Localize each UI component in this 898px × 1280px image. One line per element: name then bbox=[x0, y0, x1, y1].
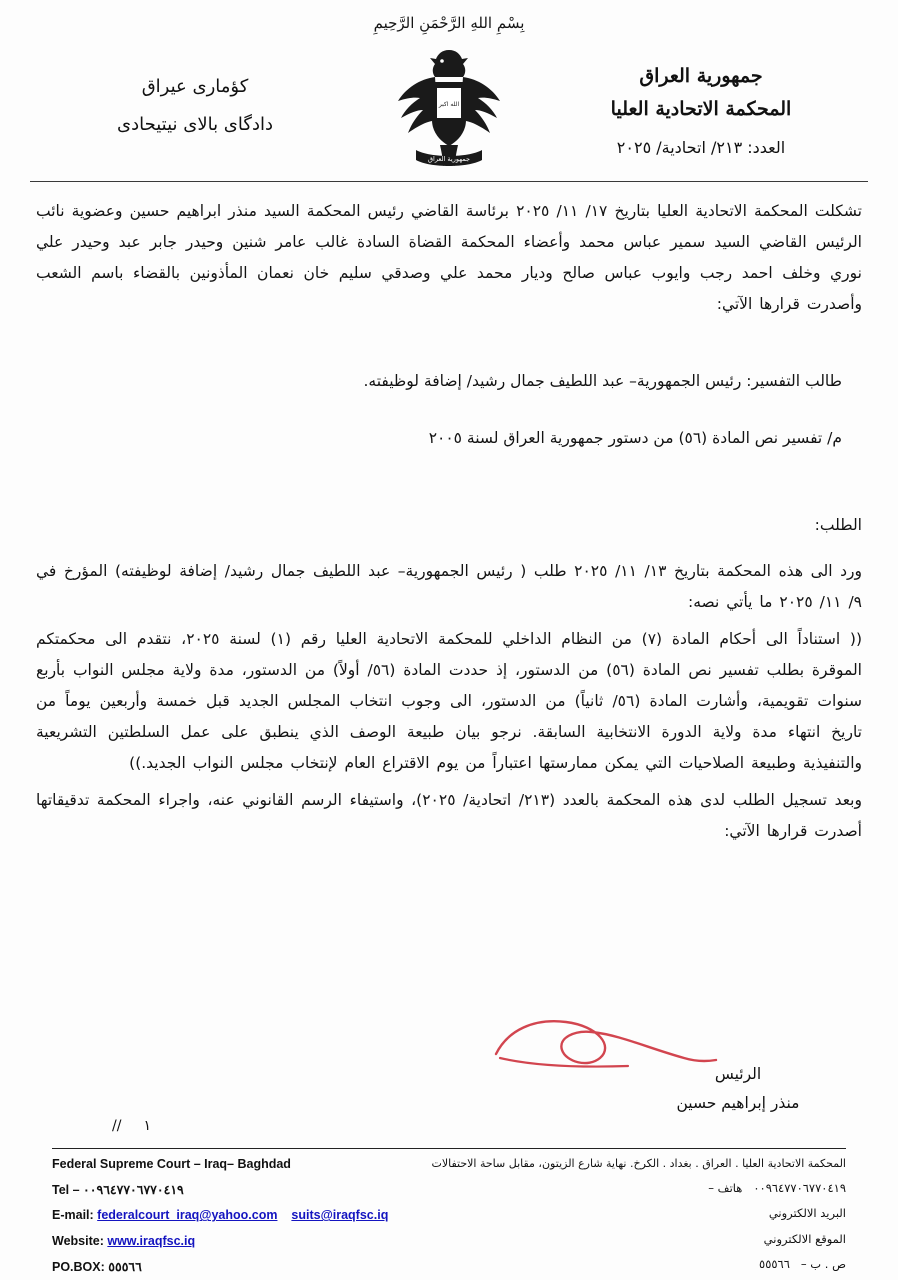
footer-website-link[interactable]: www.iraqfsc.iq bbox=[107, 1233, 196, 1248]
court-name-arabic: المحكمة الاتحادية العليا bbox=[610, 98, 792, 121]
footer-email-1[interactable]: federalcourt_iraq@yahoo.com bbox=[97, 1208, 278, 1223]
footer-email-2[interactable]: suits@iraqfsc.iq bbox=[291, 1208, 389, 1223]
emblem-caption: جمهورية العراق bbox=[428, 155, 470, 163]
footer-pobox-label-en: PO.BOX: bbox=[52, 1259, 105, 1274]
basmala-text: بِسْمِ اللهِ الرَّحْمَنِ الرَّحِيمِ bbox=[373, 14, 525, 32]
case-number: العدد: ٢١٣/ اتحادية/ ٢٠٢٥ bbox=[616, 137, 786, 157]
request-quote-paragraph: (( استناداً الى أحكام المادة (٧) من النظام الداخلي للمحكمة الاتحادية العليا رقم (١) لسنة ٢٠٢٥، نتقدم الى محكمتكم الموقرة بطلب تفسير نص المادة (٥٦) من الدستور، إذ حددت المادة (٥٦/ أولاً) من الدستور، مدة ولاية مجلس النواب بأربع سنوات تقويمية، وأشارت المادة (٥٦/ ثانياً) من الدستور، الى وجوب انتخاب المجلس الجديد قبل خمسة وأربعين يوماً من تاريخ انتهاء مدة ولاية الدورة الانتخابية السابقة. نرجو بيان طبيعة الوصف الذي ينطبق على عمل السلطتين التشريعية والتنفيذية وطبيعة الصلاحيات التي يمكن ممارستها اعتباراً من يوم الاقتراع العام لإنتخاب مجلس النواب الجديد.)) bbox=[36, 630, 862, 772]
footer-website-label-ar: الموقع الالكتروني bbox=[763, 1231, 846, 1246]
footer-tel-label-en: Tel – bbox=[52, 1182, 80, 1197]
header-arabic-block bbox=[556, 60, 846, 162]
page-number: ١ bbox=[143, 1118, 151, 1134]
signature-title: الرئيس bbox=[714, 1065, 762, 1083]
request-intro-paragraph: ورد الى هذه المحكمة بتاريخ ١٣/ ١١/ ٢٠٢٥ طلب ( رئيس الجمهورية– عبد اللطيف جمال رشيد/ إضافة لوظيفته) المؤرخ في ٩/ ١١/ ٢٠٢٥ ما يأتي نصه: bbox=[36, 562, 863, 611]
footer-arabic bbox=[431, 1152, 846, 1277]
applicant-line: طالب التفسير: رئيس الجمهورية– عبد اللطيف جمال رشيد/ إضافة لوظيفته. bbox=[363, 372, 842, 390]
country-name-kurdish: كؤمارى عيراق bbox=[141, 76, 249, 97]
signature-name: منذر إبراهيم حسين bbox=[676, 1094, 800, 1113]
page-slashes: // bbox=[112, 1118, 122, 1134]
request-label: الطلب: bbox=[814, 515, 862, 534]
header-divider bbox=[30, 181, 868, 182]
footer-divider bbox=[52, 1148, 846, 1149]
footer-address-ar: المحكمة الاتحادية العليا . العراق . بغداد . الكرخ. نهاية شارع الزيتون، مقابل ساحة الاحتفالات bbox=[431, 1157, 846, 1170]
court-name-kurdish: دادگای بالای نیتیحادی bbox=[117, 113, 273, 135]
footer-pobox-value-en: ٥٥٥٦٦ bbox=[108, 1259, 142, 1274]
footer-pobox-value-ar: ٥٥٥٦٦ bbox=[759, 1257, 790, 1272]
document-footer bbox=[52, 1152, 846, 1272]
svg-text:الله اكبر: الله اكبر bbox=[438, 101, 460, 108]
country-name-arabic: جمهورية العراق bbox=[639, 65, 763, 87]
panel-composition-paragraph: تشكلت المحكمة الاتحادية العليا بتاريخ ١٧/ ١١/ ٢٠٢٥ برئاسة القاضي رئيس المحكمة السيد منذر ابراهيم حسين وعضوية نائب الرئيس القاضي السيد سمير عباس محمد وأعضاء المحكمة القضاة السادة غالب عامر شنين وحيدر جابر عبد وحيدر علي نوري وخلف احمد رجب وايوب عباس صالح وديار محمد علي وصدقي سليم خان نعمان المأذونين بالقضاء باسم الشعب وأصدرت قرارها الآتي: bbox=[36, 202, 862, 313]
footer-english bbox=[52, 1152, 388, 1280]
iraq-eagle-emblem bbox=[390, 46, 508, 174]
closing-paragraph: وبعد تسجيل الطلب لدى هذه المحكمة بالعدد (٢١٣/ اتحادية/ ٢٠٢٥)، واستيفاء الرسم القانوني عنه، واجراء المحكمة تدقيقاتها أصدرت قرارها الآتي: bbox=[36, 791, 862, 840]
footer-email-label-en: E-mail: bbox=[52, 1208, 94, 1223]
document-body bbox=[36, 196, 862, 853]
page-number-block bbox=[112, 1118, 151, 1134]
subject-line: م/ تفسير نص المادة (٥٦) من دستور جمهورية العراق لسنة ٢٠٠٥ bbox=[428, 429, 842, 447]
footer-court-name-en: Federal Supreme Court – Iraq– Baghdad bbox=[52, 1157, 291, 1171]
footer-tel-value-en: ٠٠٩٦٤٧٧٠٦٧٧٠٤١٩ bbox=[83, 1182, 184, 1197]
footer-pobox-label-ar: ص . ب – bbox=[800, 1257, 846, 1272]
footer-email-label-ar: البريد الالكتروني bbox=[768, 1206, 846, 1221]
header-kurdish-block bbox=[60, 68, 330, 144]
document-header bbox=[30, 46, 868, 171]
footer-tel-value-ar: ٠٠٩٦٤٧٧٠٦٧٧٠٤١٩ bbox=[753, 1181, 846, 1196]
signature-block bbox=[578, 1060, 898, 1119]
footer-website-label-en: Website: bbox=[52, 1233, 104, 1248]
footer-tel-label-ar: هاتف – bbox=[708, 1181, 743, 1196]
